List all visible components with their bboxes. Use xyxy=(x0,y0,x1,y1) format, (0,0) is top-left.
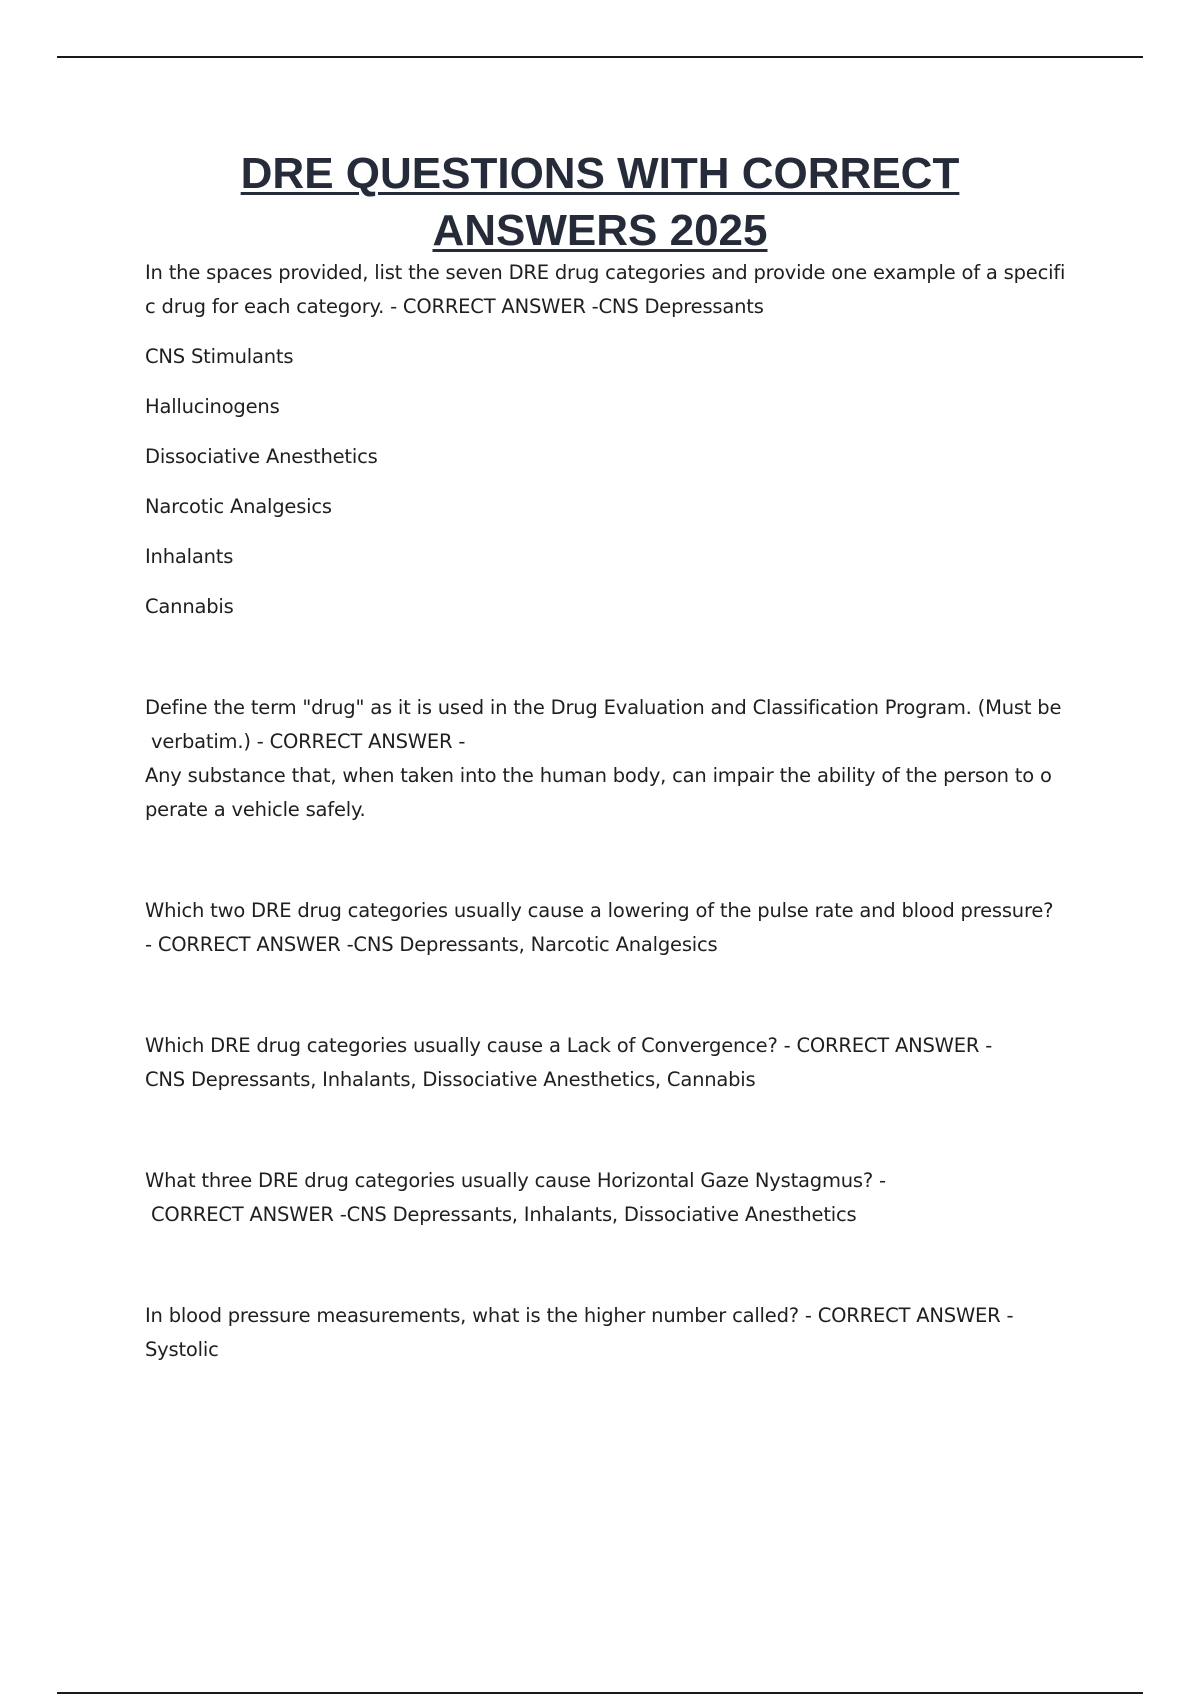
question-2-line-2: verbatim.) - CORRECT ANSWER - xyxy=(145,730,466,753)
title-line-2: ANSWERS 2025 xyxy=(432,206,768,255)
question-5-line-2: CORRECT ANSWER -CNS Depressants, Inhalants, Dissociative Anesthetics xyxy=(145,1203,857,1226)
question-4 xyxy=(145,1029,1090,1097)
question-2-line-3: Any substance that, when taken into the human body, can impair the ability of the person to o xyxy=(145,764,1052,787)
category-item: Cannabis xyxy=(145,595,234,618)
question-2 xyxy=(145,691,1090,827)
category-item: Dissociative Anesthetics xyxy=(145,445,378,468)
category-item: CNS Stimulants xyxy=(145,345,294,368)
question-1-line-1: In the spaces provided, list the seven DRE drug categories and provide one example of a specifi xyxy=(145,261,1066,284)
document-title xyxy=(0,145,1200,259)
question-5 xyxy=(145,1164,1090,1232)
document-body xyxy=(145,256,1090,1367)
category-item: Hallucinogens xyxy=(145,395,280,418)
header-rule xyxy=(57,56,1143,58)
question-1 xyxy=(145,256,1090,624)
question-3-line-2: - CORRECT ANSWER -CNS Depressants, Narcotic Analgesics xyxy=(145,933,718,956)
question-6-line-2: Systolic xyxy=(145,1338,219,1361)
question-6 xyxy=(145,1299,1090,1367)
question-3 xyxy=(145,894,1090,962)
category-item: Inhalants xyxy=(145,545,234,568)
question-6-line-1: In blood pressure measurements, what is the higher number called? - CORRECT ANSWER - xyxy=(145,1304,1014,1327)
question-2-line-1: Define the term "drug" as it is used in the Drug Evaluation and Classification Program. (Must be xyxy=(145,696,1062,719)
question-1-line-2: c drug for each category. - CORRECT ANSWER -CNS Depressants xyxy=(145,295,764,318)
category-item: Narcotic Analgesics xyxy=(145,495,332,518)
question-4-line-2: CNS Depressants, Inhalants, Dissociative Anesthetics, Cannabis xyxy=(145,1068,756,1091)
question-4-line-1: Which DRE drug categories usually cause a Lack of Convergence? - CORRECT ANSWER - xyxy=(145,1034,993,1057)
question-3-line-1: Which two DRE drug categories usually cause a lowering of the pulse rate and blood pressure? xyxy=(145,899,1054,922)
question-5-line-1: What three DRE drug categories usually cause Horizontal Gaze Nystagmus? - xyxy=(145,1169,886,1192)
question-2-line-4: perate a vehicle safely. xyxy=(145,798,366,821)
footer-rule xyxy=(57,1692,1143,1694)
title-line-1: DRE QUESTIONS WITH CORRECT xyxy=(240,149,960,198)
